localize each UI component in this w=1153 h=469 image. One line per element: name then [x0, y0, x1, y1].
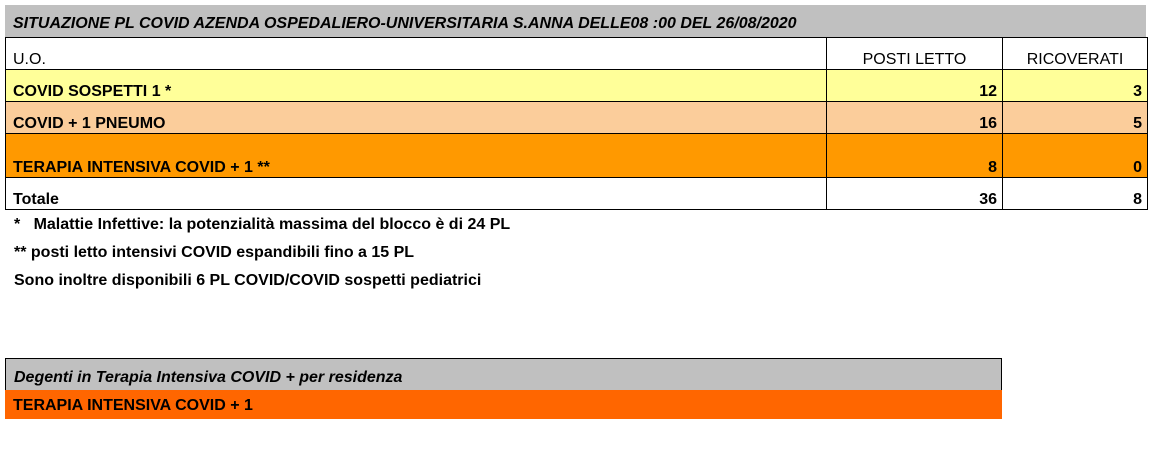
- report-title: SITUAZIONE PL COVID AZENDA OSPEDALIERO-UNIVERSITARIA S.ANNA DELLE08 :00 DEL 26/08/2020: [5, 5, 1146, 38]
- ricoverati-cell: 3: [1003, 70, 1148, 102]
- total-ricoverati: 8: [1003, 178, 1148, 210]
- posti-letto-cell: 16: [827, 102, 1003, 134]
- ricoverati-cell: 5: [1003, 102, 1148, 134]
- footnote: ** posti letto intensivi COVID espandibili fino a 15 PL: [14, 244, 415, 261]
- table-row: [6, 70, 1148, 102]
- total-label: Totale: [6, 178, 827, 210]
- total-row: [6, 178, 1148, 210]
- beds-table: [5, 37, 1148, 210]
- posti-letto-cell: 8: [827, 134, 1003, 178]
- unit-cell: COVID + 1 PNEUMO: [6, 102, 827, 134]
- column-header-uo: U.O.: [6, 38, 827, 70]
- ricoverati-cell: 0: [1003, 134, 1148, 178]
- table-row: [6, 134, 1148, 178]
- column-header-posti-letto: POSTI LETTO: [827, 38, 1003, 70]
- residence-section-title: Degenti in Terapia Intensiva COVID + per residenza: [5, 358, 1002, 390]
- footnote: * Malattie Infettive: la potenzialità massima del blocco è di 24 PL: [14, 216, 511, 233]
- unit-cell: COVID SOSPETTI 1 *: [6, 70, 827, 102]
- table-row: [6, 102, 1148, 134]
- footnote: Sono inoltre disponibili 6 PL COVID/COVID sospetti pediatrici: [14, 272, 482, 289]
- posti-letto-cell: 12: [827, 70, 1003, 102]
- column-header-ricoverati: RICOVERATI: [1003, 38, 1148, 70]
- residence-section-row: TERAPIA INTENSIVA COVID + 1: [5, 390, 1002, 419]
- footnotes: [14, 214, 510, 298]
- table-header-row: [6, 38, 1148, 70]
- total-posti-letto: 36: [827, 178, 1003, 210]
- unit-cell: TERAPIA INTENSIVA COVID + 1 **: [6, 134, 827, 178]
